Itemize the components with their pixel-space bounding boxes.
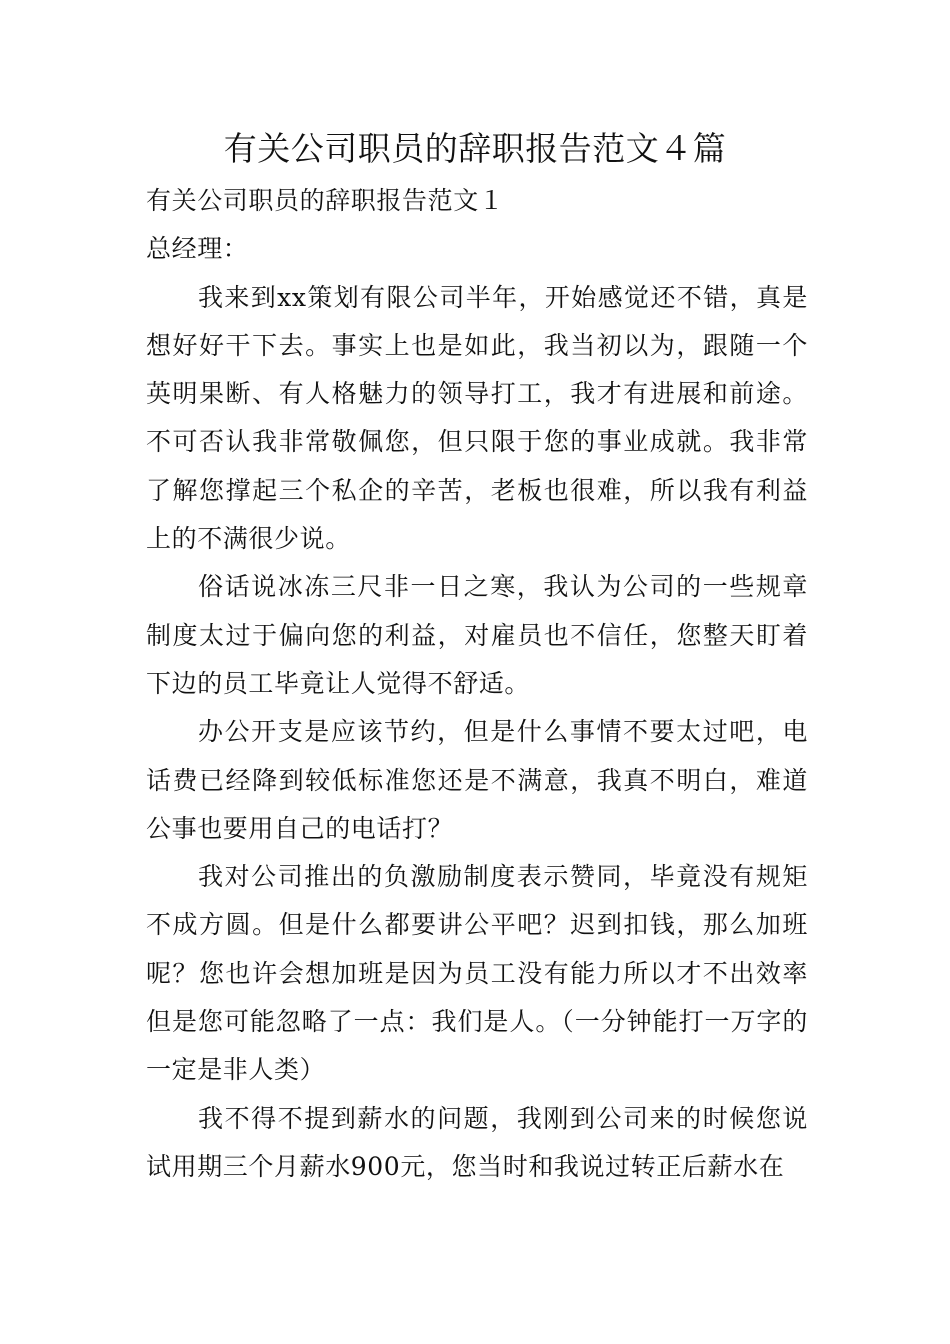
paragraph-2: 俗话说冰冻三尺非一日之寒，我认为公司的一些规章制度太过于偏向您的利益，对雇员也不信任，您整天盯着下边的员工毕竟让人觉得不舒适。 xyxy=(146,572,808,698)
paragraph-4: 我对公司推出的负激励制度表示赞同，毕竟没有规矩不成方圆。但是什么都要讲公平吧？迟到扣钱，那么加班呢？您也许会想加班是因为员工没有能力所以才不出效率但是您可能忽略了一点：我们是人。（一分钟能打一万字的一定是非人类） xyxy=(146,862,808,1085)
salutation: 总经理： xyxy=(146,234,249,264)
paragraph-1: 我来到xx策划有限公司半年，开始感觉还不错，真是想好好干下去。事实上也是如此，我当初以为，跟随一个英明果断、有人格魅力的领导打工，我才有进展和前途。不可否认我非常敬佩您，但只限于您的事业成就。我非常了解您撑起三个私企的辛苦，老板也很难，所以我有利益上的不满很少说。 xyxy=(146,282,808,554)
document-title: 有关公司职员的辞职报告范文４篇 xyxy=(223,129,727,168)
paragraph-5: 我不得不提到薪水的问题，我刚到公司来的时候您说试用期三个月薪水900元，您当时和我说过转正后薪水在 xyxy=(146,1103,808,1181)
paragraph-3: 办公开支是应该节约，但是什么事情不要太过吧，电话费已经降到较低标准您还是不满意，我真不明白，难道公事也要用自己的电话打？ xyxy=(146,717,808,843)
document-body xyxy=(146,177,808,1191)
section-heading: 有关公司职员的辞职报告范文１ xyxy=(146,186,505,215)
